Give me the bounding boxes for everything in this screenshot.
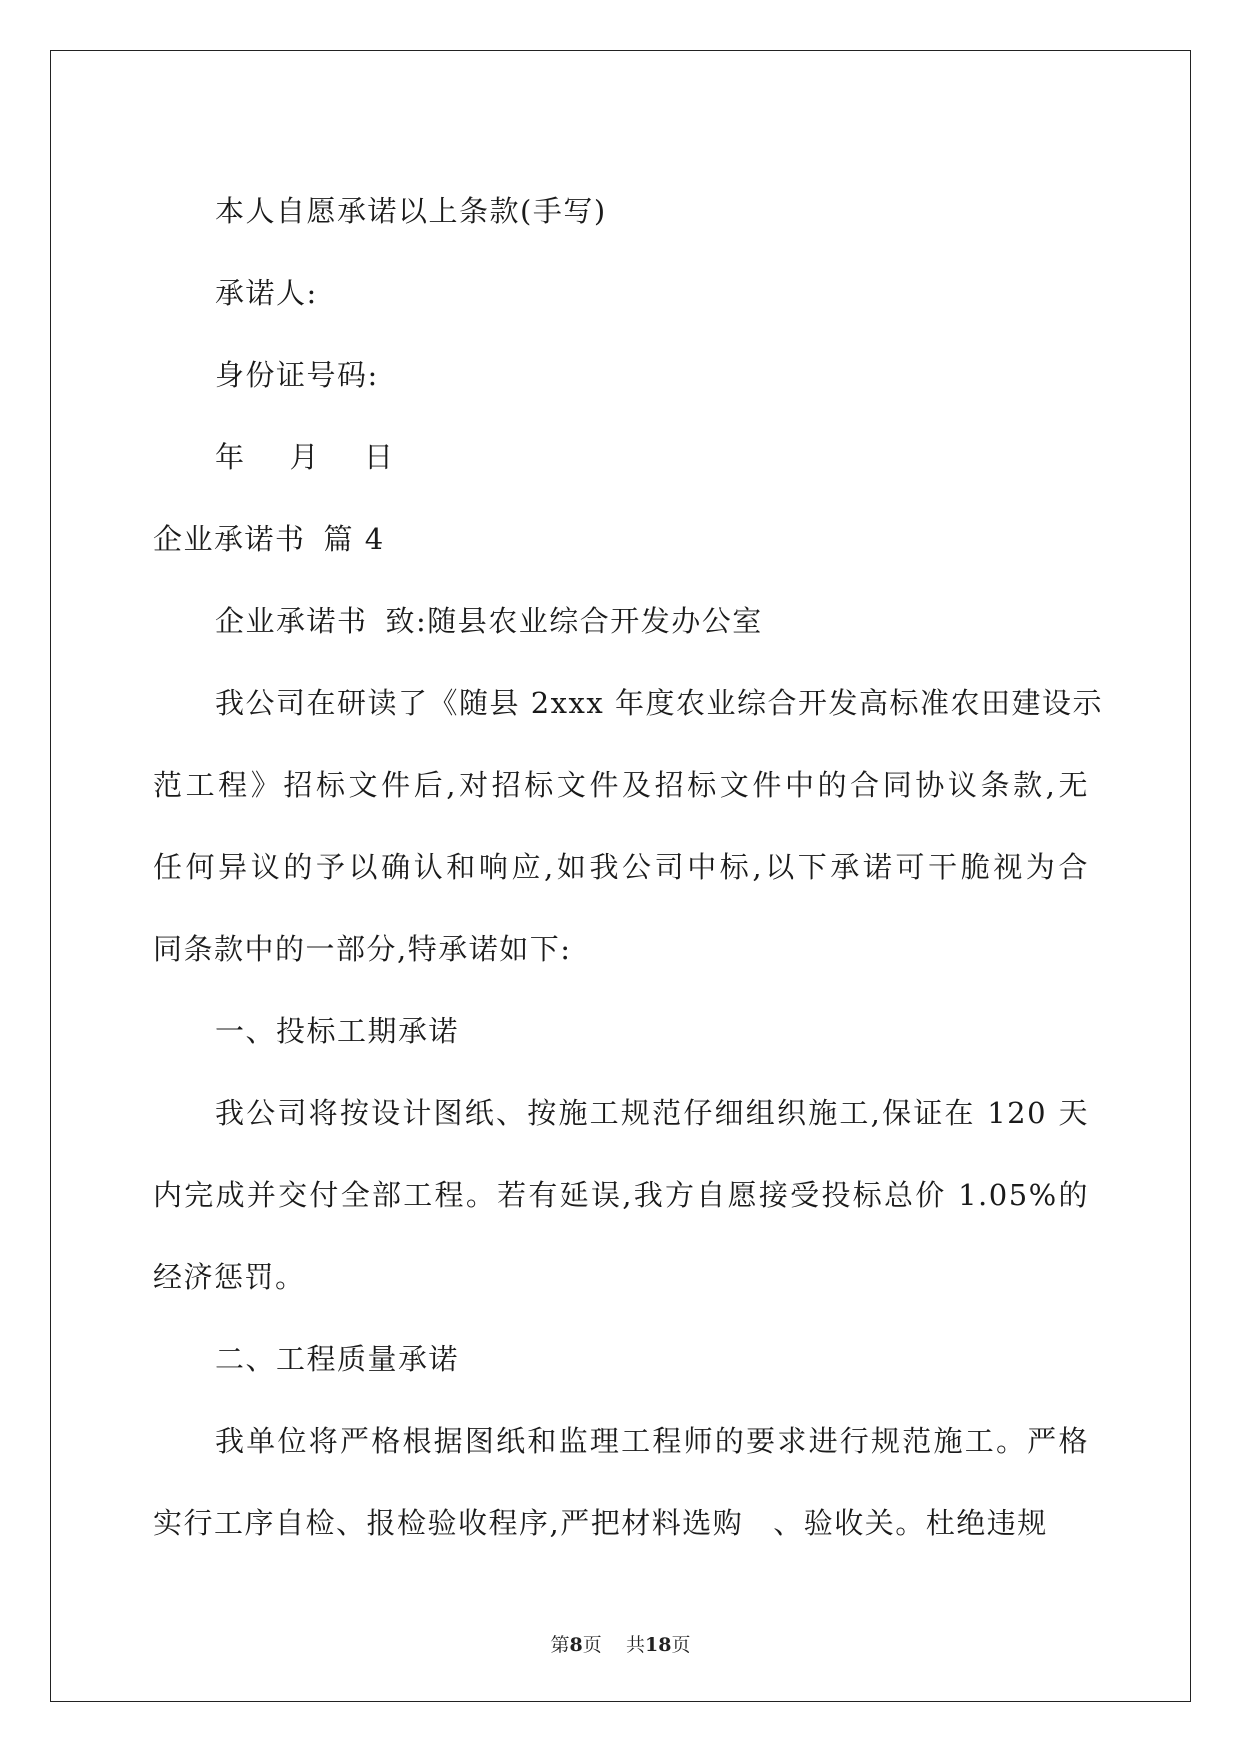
- paragraph-segment: 实行工序自检、报检验收程序,严把材料选购: [153, 1506, 744, 1540]
- paragraph-line: 同条款中的一部分,特承诺如下:: [153, 932, 572, 966]
- paragraph-line: 我公司将按设计图纸、按施工规范仔细组织施工,保证在 120 天: [215, 1096, 1089, 1130]
- signer-label: 承诺人:: [215, 276, 318, 310]
- paragraph-line: 内完成并交付全部工程。若有延误,我方自愿接受投标总价 1.05%的: [153, 1178, 1089, 1212]
- addressee-line: [153, 580, 1089, 662]
- section-heading: [153, 498, 1089, 580]
- paragraph-line: 我公司在研读了《随县 2xxx 年度农业综合开发高标准农田建设示: [215, 686, 1103, 720]
- addressee: 致:随县农业综合开发办公室: [385, 604, 763, 638]
- total-pages-number: 18: [644, 1634, 672, 1656]
- paragraph-line: 我单位将严格根据图纸和监理工程师的要求进行规范施工。严格: [215, 1424, 1089, 1458]
- id-number-label: 身份证号码:: [215, 358, 379, 392]
- month-label: 月: [289, 440, 321, 474]
- footer-prefix: 第: [550, 1634, 570, 1656]
- paragraph-line: 任何异议的予以确认和响应,如我公司中标,以下承诺可干脆视为合: [153, 850, 1089, 884]
- footer-total-prefix: 共: [625, 1634, 645, 1656]
- year-label: 年: [215, 440, 246, 474]
- paragraph-line: 经济惩罚。: [153, 1260, 306, 1294]
- footer-suffix: 页: [671, 1634, 691, 1656]
- document-body: [153, 170, 1103, 1564]
- paragraph-line: 范工程》招标文件后,对招标文件及招标文件中的合同协议条款,无: [153, 768, 1089, 802]
- page-footer: [0, 1630, 1241, 1657]
- date-line: [153, 416, 1089, 498]
- heading-title: 企业承诺书: [153, 522, 306, 556]
- subheading-quality: 二、工程质量承诺: [215, 1342, 460, 1376]
- subheading-schedule: 一、投标工期承诺: [215, 1014, 460, 1048]
- current-page-number: 8: [569, 1634, 583, 1656]
- letter-title: 企业承诺书: [215, 604, 368, 638]
- paragraph-segment: 、验收关。杜绝违规: [773, 1506, 1048, 1540]
- heading-number: 篇 4: [323, 522, 385, 556]
- paragraph-line: [153, 1482, 1089, 1564]
- footer-mid: 页: [582, 1634, 602, 1656]
- day-label: 日: [364, 440, 395, 474]
- text-line: 本人自愿承诺以上条款(手写): [215, 194, 607, 228]
